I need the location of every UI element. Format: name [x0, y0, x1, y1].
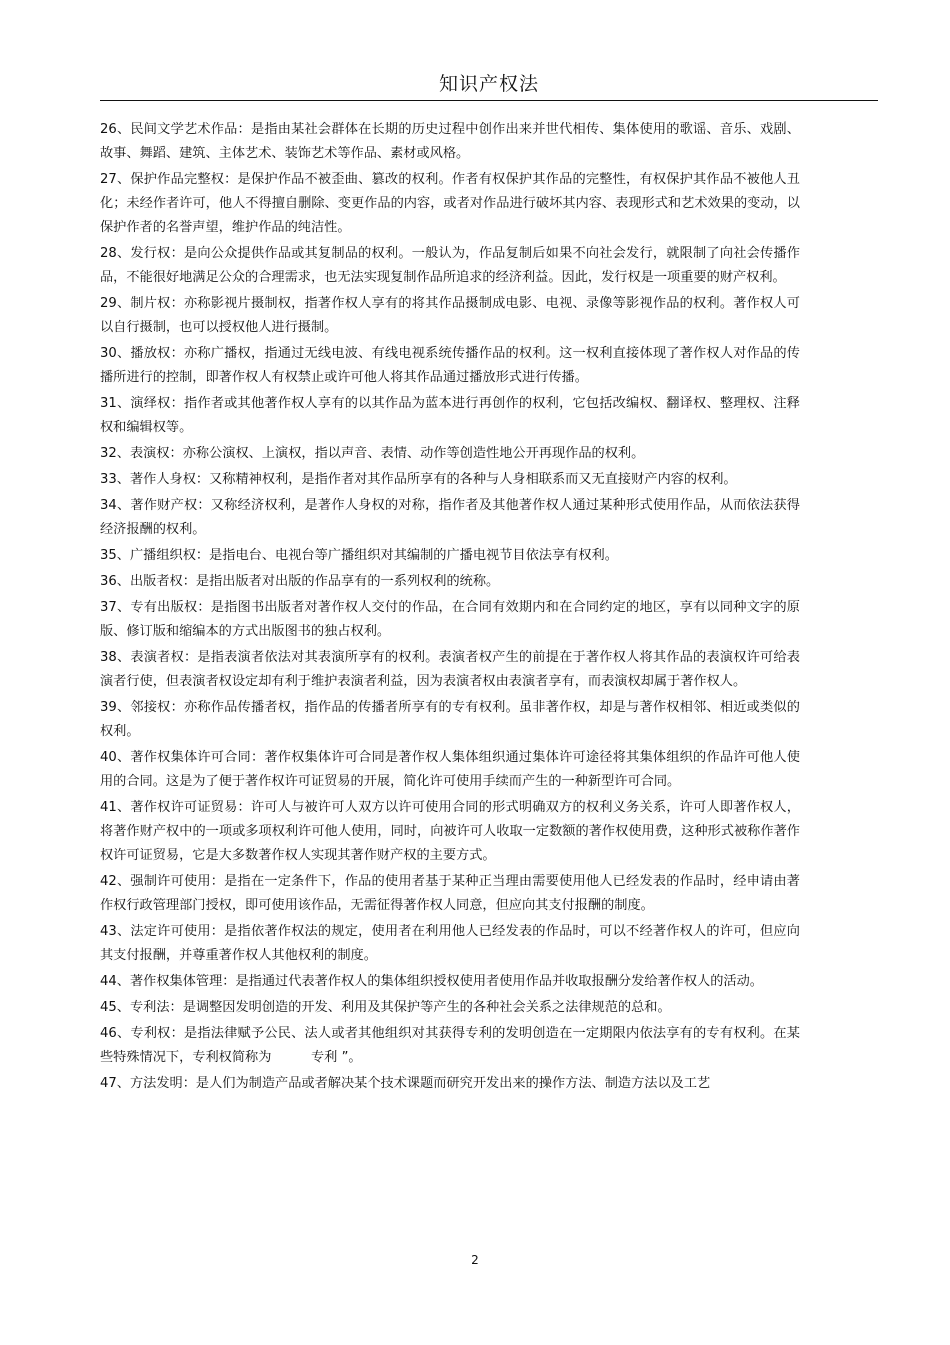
page-header-title: 知识产权法 — [438, 73, 539, 95]
definition-entry-45: 45、专利法：是调整因发明创造的开发、利用及其保护等产生的各种社会关系之法律规范的总和。 — [100, 1000, 671, 1015]
definition-entry-38: 38、表演者权：是指表演者依法对其表演所享有的权利。表演者权产生的前提在于著作权人将其作品的表演权许可给表演者行使，但表演者权设定却有利于维护表演者利益，因为表演者权由表演者享有，而表演权却属于著作权人。 — [100, 650, 800, 689]
definition-entry-27: 27、保护作品完整权：是保护作品不被歪曲、篡改的权利。作者有权保护其作品的完整性，有权保护其作品不被他人丑化；未经作者许可，他人不得擅自删除、变更作品的内容，或者对作品进行破坏其内容、表现形式和艺术效果的变动，以保护作者的名誉声望，维护作品的纯洁性。 — [100, 172, 800, 235]
definition-entry-41: 41、著作权许可证贸易：许可人与被许可人双方以许可使用合同的形式明确双方的权利义务关系，许可人即著作权人，将著作财产权中的一项或多项权利许可他人使用，同时，向被许可人收取一定数额的著作权使用费，这种形式被称作著作权许可证贸易，它是大多数著作权人实现其著作财产权的主要方式。 — [100, 800, 800, 863]
definition-entry-29: 29、制片权：亦称影视片摄制权，指著作权人享有的将其作品摄制成电影、电视、录像等影视作品的权利。著作权人可以自行摄制，也可以授权他人进行摄制。 — [100, 296, 800, 335]
definition-entry-42: 42、强制许可使用：是指在一定条件下，作品的使用者基于某种正当理由需要使用他人已经发表的作品时，经申请由著作权行政管理部门授权，即可使用该作品，无需征得著作权人同意，但应向其支付报酬的制度。 — [100, 874, 800, 913]
definition-entry-34: 34、著作财产权：又称经济权利，是著作人身权的对称，指作者及其他著作权人通过某种形式使用作品，从而依法获得经济报酬的权利。 — [100, 498, 800, 537]
definition-entry-33: 33、著作人身权：又称精神权利，是指作者对其作品所享有的各种与人身相联系而又无直接财产内容的权利。 — [100, 472, 737, 487]
definition-entry-46: 46、专利权：是指法律赋予公民、法人或者其他组织对其获得专利的发明创造在一定期限内依法享有的专有权利。在某些特殊情况下，专利权简称为 专利 ”。 — [100, 1026, 800, 1065]
definition-entry-43: 43、法定许可使用：是指依著作权法的规定，使用者在利用他人已经发表的作品时，可以不经著作权人的许可，但应向其支付报酬，并尊重著作权人其他权利的制度。 — [100, 924, 800, 963]
definition-entry-39: 39、邻接权：亦称作品传播者权，指作品的传播者所享有的专有权利。虽非著作权，却是与著作权相邻、相近或类似的权利。 — [100, 700, 800, 739]
definition-entry-40: 40、著作权集体许可合同：著作权集体许可合同是著作权人集体组织通过集体许可途径将其集体组织的作品许可他人使用的合同。这是为了便于著作权许可证贸易的开展，简化许可使用手续而产生的一种新型许可合同。 — [100, 750, 800, 789]
definition-entry-44: 44、著作权集体管理：是指通过代表著作权人的集体组织授权使用者使用作品并收取报酬分发给著作权人的活动。 — [100, 974, 763, 989]
definition-entry-28: 28、发行权：是向公众提供作品或其复制品的权利。一般认为，作品复制后如果不向社会发行，就限制了向社会传播作品，不能很好地满足公众的合理需求，也无法实现复制作品所追求的经济利益。因此，发行权是一项重要的财产权利。 — [100, 246, 800, 285]
definition-entry-31: 31、演绎权：指作者或其他著作权人享有的以其作品为蓝本进行再创作的权利，它包括改编权、翻译权、整理权、注释权和编辑权等。 — [100, 396, 800, 435]
definition-entry-30: 30、播放权：亦称广播权，指通过无线电波、有线电视系统传播作品的权利。这一权利直接体现了著作权人对作品的传播所进行的控制，即著作权人有权禁止或许可他人将其作品通过播放形式进行传播。 — [100, 346, 800, 385]
definition-entry-36: 36、出版者权：是指出版者对出版的作品享有的一系列权利的统称。 — [100, 574, 500, 589]
definition-entry-47: 47、方法发明：是人们为制造产品或者解决某个技术课题而研究开发出来的操作方法、制造方法以及工艺 — [100, 1076, 711, 1091]
definition-entry-37: 37、专有出版权：是指图书出版者对著作权人交付的作品，在合同有效期内和在合同约定的地区，享有以同种文字的原版、修订版和缩编本的方式出版图书的独占权利。 — [100, 600, 800, 639]
document-body — [100, 118, 800, 1098]
definition-entry-35: 35、广播组织权：是指电台、电视台等广播组织对其编制的广播电视节目依法享有权利。 — [100, 548, 618, 563]
definition-entry-26: 26、民间文学艺术作品：是指由某社会群体在长期的历史过程中创作出来并世代相传、集体使用的歌谣、音乐、戏剧、故事、舞蹈、建筑、主体艺术、装饰艺术等作品、素材或风格。 — [100, 122, 800, 161]
page-number: 2 — [471, 1253, 479, 1267]
header-divider — [100, 100, 878, 101]
definition-entry-32: 32、表演权：亦称公演权、上演权，指以声音、表情、动作等创造性地公开再现作品的权利。 — [100, 446, 645, 461]
